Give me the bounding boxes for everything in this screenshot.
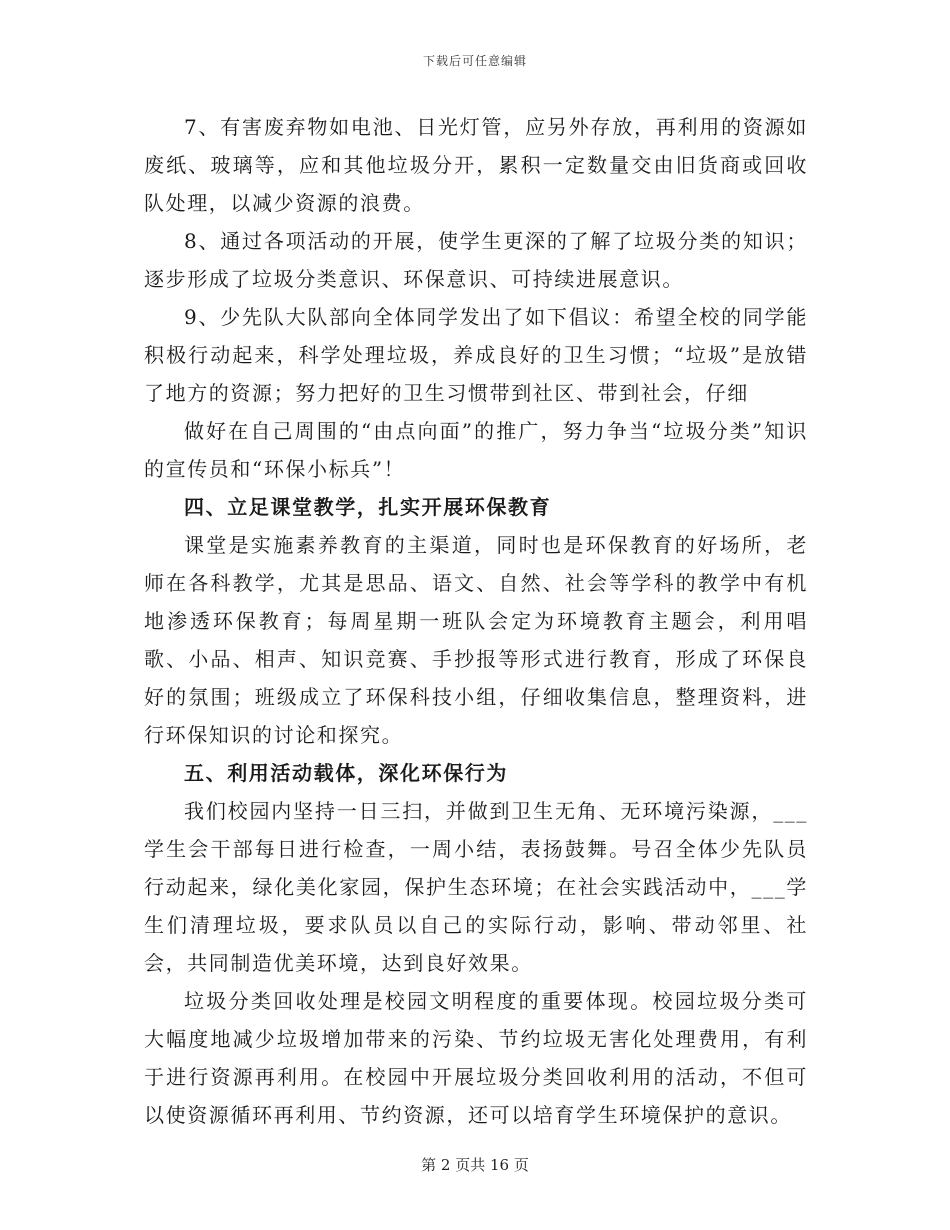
section-heading-4: 四、立足课堂教学，扎实开展环保教育	[184, 495, 552, 519]
paragraph-continuation: 做好在自己周围的“由点向面”的推广，努力争当“垃圾分类”知识的宣传员和“环保小标兵”！	[144, 419, 808, 481]
paragraph-item-7: 7、有害废弃物如电池、日光灯管，应另外存放，再利用的资源如废纸、玻璃等，应和其他垃圾分开，累积一定数量交由旧货商或回收队处理，以减少资源的浪费。	[144, 115, 808, 215]
paragraph-classroom: 课堂是实施素养教育的主渠道，同时也是环保教育的好场所，老师在各科教学，尤其是思品、语文、自然、社会等学科的教学中有机地渗透环保教育；每周星期一班队会定为环境教育主题会，利用唱歌、小品、相声、知识竞赛、手抄报等形式进行教育，形成了环保良好的氛围；班级成立了环保科技小组，仔细收集信息，整理资料，进行环保知识的讨论和探究。	[144, 533, 808, 747]
page-header: 下载后可任意编辑	[422, 54, 527, 68]
section-heading-5: 五、利用活动载体，深化环保行为	[184, 761, 508, 785]
paragraph-item-8: 8、通过各项活动的开展，使学生更深的了解了垃圾分类的知识；逐步形成了垃圾分类意识、环保意识、可持续进展意识。	[144, 229, 808, 291]
paragraph-recycling: 垃圾分类回收处理是校园文明程度的重要体现。校园垃圾分类可大幅度地减少垃圾增加带来的污染、节约垃圾无害化处理费用，有利于进行资源再利用。在校园中开展垃圾分类回收利用的活动，不但可以使资源循环再利用、节约资源，还可以培育学生环境保护的意识。	[144, 989, 808, 1127]
document-body	[144, 108, 808, 1134]
paragraph-activities: 我们校园内坚持一日三扫，并做到卫生无角、无环境污染源，___学生会干部每日进行检查，一周小结，表扬鼓舞。号召全体少先队员行动起来，绿化美化家园，保护生态环境；在社会实践活动中，___学生们清理垃圾，要求队员以自己的实际行动，影响、带动邻里、社会，共同制造优美环境，达到良好效果。	[144, 799, 808, 975]
page-number: 第 2 页共 16 页	[421, 1156, 529, 1174]
paragraph-item-9: 9、少先队大队部向全体同学发出了如下倡议：希望全校的同学能积极行动起来，科学处理垃圾，养成良好的卫生习惯；“垃圾”是放错了地方的资源；努力把好的卫生习惯带到社区、带到社会，仔细	[144, 305, 808, 405]
